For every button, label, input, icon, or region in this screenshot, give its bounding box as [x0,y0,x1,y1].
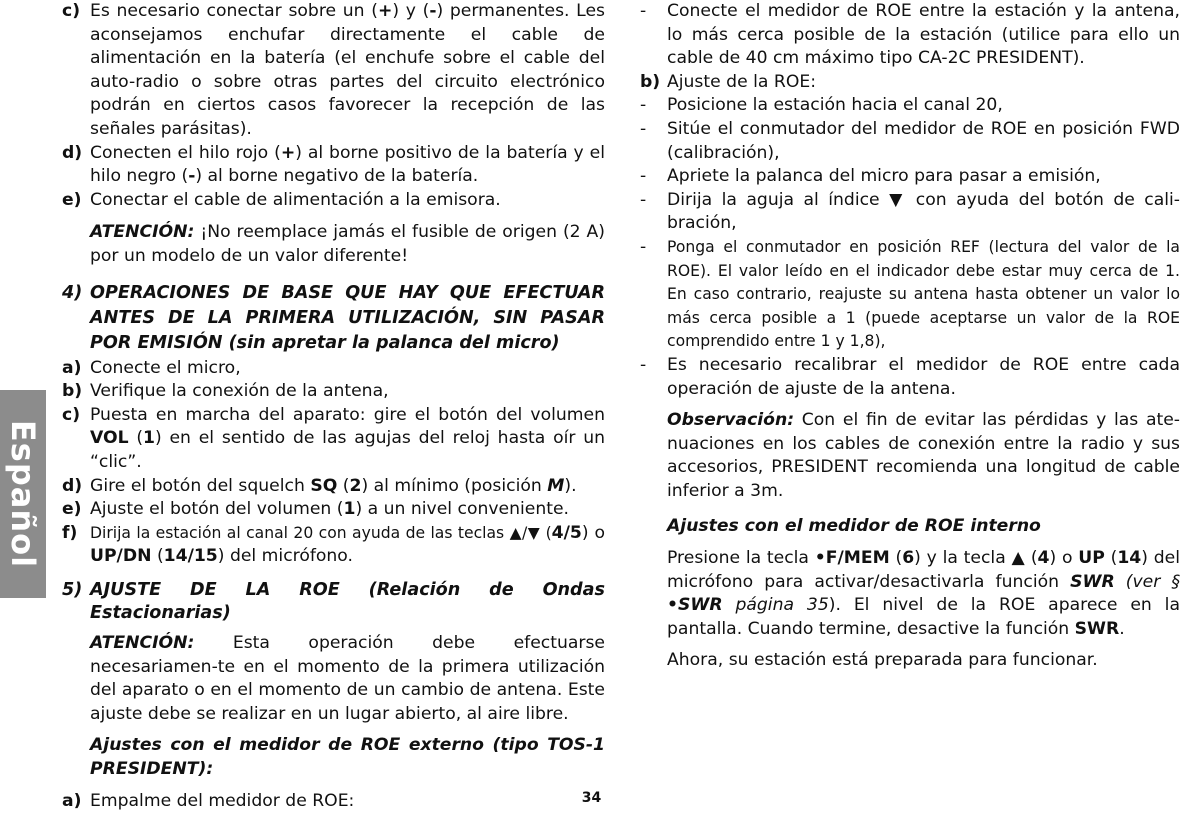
item-4f: f) Dirija la estación al canal 20 con ayuda de las teclas ▲/▼ (4/5) o UP/DN (14/15) del micrófono. [62,522,605,567]
warning-fuse: ATENCIÓN: ¡No reemplace jamás el fusible de origen (2 A) por un modelo de un valor diferente! [90,222,605,266]
right-column [640,0,1180,673]
item-label: c) [62,1,81,21]
item-4e: e) Ajuste el botón del volumen (1) a un nivel conveniente. [62,499,570,520]
item-b-adjust: b) Ajuste de la ROE: [640,71,816,92]
dash-item: - Posicione la estación hacia el canal 20, [640,95,1003,116]
item-5a: a) Empalme del medidor de ROE: [62,790,355,811]
item-label: d) [62,142,83,163]
section-5-heading: 5) AJUSTE DE LA ROE (Relación de Ondas Estacionarias) [62,579,605,624]
left-column [62,0,605,813]
dash-item: - Es necesario recalibrar el medidor de ROE entre cada operación de ajuste de la antena. [640,354,1180,399]
dash-item: - Ponga el conmutador en posición REF (lectura del valor de la ROE). El valor leído en el indicador debe estar muy cerca de 1. En caso contrario, reajuste su antena hasta obtener un valor lo más cerca posible a 1 (puede aceptarse un valor de la ROE comprendido entre 1 y 1,8), [640,236,1180,351]
dash-item: - Conecte el medidor de ROE entre la estación y la antena, lo más cerca posible de la estación (utilice para ello un cable de 40 cm máximo tipo CA-2C PRESIDENT). [640,1,1180,69]
item-d-wires: d) Conecten el hilo rojo (+) al borne positivo de la batería y el hilo negro (-) al borne negativo de la batería. [62,142,605,187]
section-4-heading: 4) OPERACIONES DE BASE QUE HAY QUE EFECTUAR ANTES DE LA PRIMERA UTILIZACIÓN, SIN PASAR POR EMISIÓN (sin apretar la palanca del micro) [62,282,605,353]
warning-roe: ATENCIÓN: Esta operación debe efectuarse necesariamen-te en el momento de la primera utilización del aparato o en el momento de un cambio de antena. Este ajuste debe se realizar en un lugar abierto, al aire libre. [90,633,605,724]
internal-meter-heading: Ajustes con el medidor de ROE interno [667,516,1041,537]
language-tab-label: Español [4,419,42,569]
language-tab [0,390,46,598]
item-4a: a) Conecte el micro, [62,357,241,378]
dash-item: - Dirija la aguja al índice ▼ con ayuda del botón de cali-bración, [640,189,1180,234]
item-4d: d) Gire el botón del squelch SQ (2) al mínimo (posición M). [62,475,577,496]
external-meter-heading: Ajustes con el medidor de ROE externo (tipo TOS-1 PRESIDENT): [90,735,605,780]
observation-note: Observación: Con el fin de evitar las pérdidas y las ate-nuaciones en los cables de conexión entre la radio y sus accesorios, PRESIDENT recomienda una longitud de cable inferior a 3m. [667,410,1180,501]
dash-item: - Sitúe el conmutador del medidor de ROE en posición FWD (calibración), [640,118,1180,163]
ready-statement: Ahora, su estación está preparada para funcionar. [667,650,1098,671]
press-instructions: Presione la tecla •F/MEM (6) y la tecla ▲ (4) o UP (14) del micrófono para activar/desactivarla función SWR (ver § •SWR página 35). El nivel de la ROE aparece en la pantalla. Cuando termine, desactive la función SWR. [667,548,1180,639]
item-4b: b) Verifique la conexión de la antena, [62,381,389,402]
item-c-power: c) Es necesario conectar sobre un (+) y (-) permanentes. Les aconsejamos enchufar directamente el cable de alimentación en la batería (el enchufe sobre el cable del auto-radio o sobre otras partes del circuito electrónico podrán en ciertos casos favorecer la recepción de las señales parásitas). [62,1,605,139]
item-e-cable: e) Conectar el cable de alimentación a la emisora. [62,189,605,213]
page-number: 34 [581,790,602,806]
item-4c: c) Puesta en marcha del aparato: gire el botón del volumen VOL (1) en el sentido de las agujas del reloj hasta oír un “clic”. [62,404,605,472]
item-label: e) [62,189,82,210]
dash-item: - Apriete la palanca del micro para pasar a emisión, [640,166,1101,187]
